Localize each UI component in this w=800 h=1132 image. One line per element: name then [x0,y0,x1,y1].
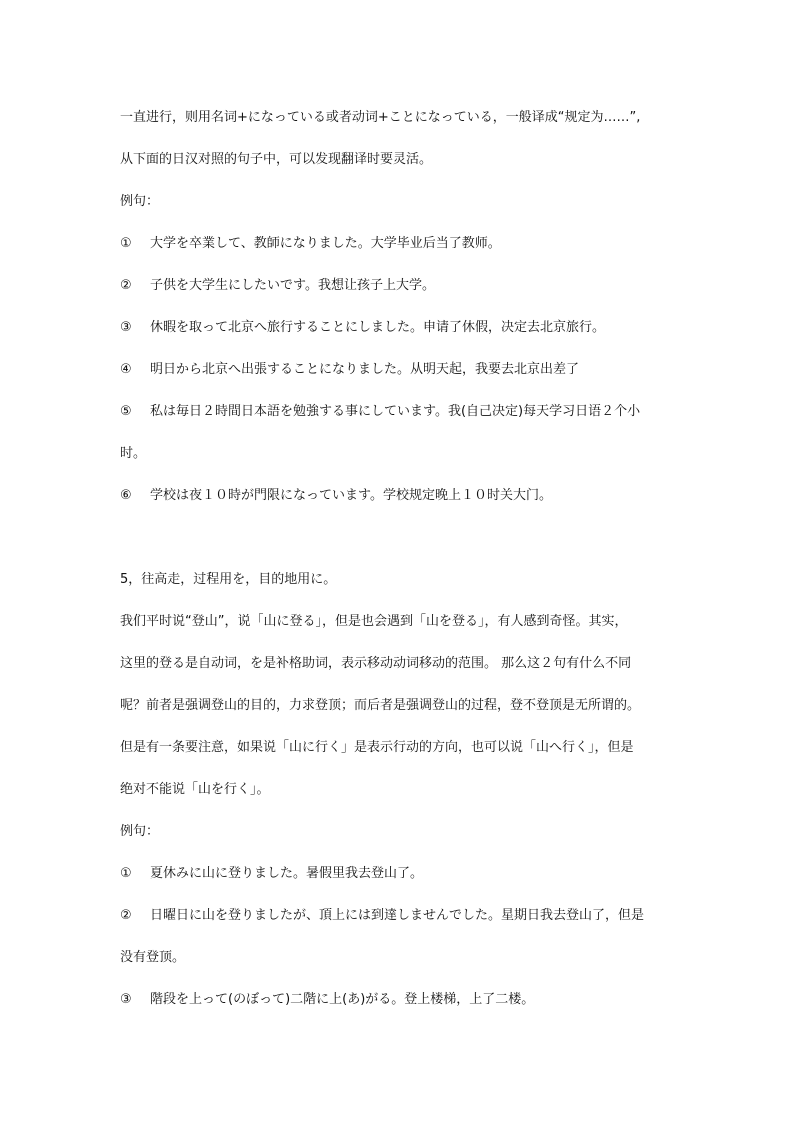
example-marker: ④ [120,362,132,377]
para-line-3: 呢？前者是强调登山的目的，力求登顶；而后者是强调登山的过程，登不登顶是无所谓的。 [120,698,641,713]
example-marker: ① [120,866,132,881]
example-marker: ⑤ [120,404,132,419]
para-line-1: 我们平时说“登山”，说「山に登る」，但是也会遇到「山を登る」，有人感到奇怪。其实， [120,614,628,629]
example-text: 夏休みに山に登りました。暑假里我去登山了。 [150,866,424,881]
example-1-3 [120,318,605,338]
example-text: 私は毎日２時間日本語を勉強する事にしています。我(自己决定)每天学习日语２个小 [150,404,641,419]
examples-label-2: 例句： [120,824,160,839]
example-text: 階段を上って(のぼって)二階に上(あ)がる。登上楼梯，上了二楼。 [150,992,535,1007]
example-1-2 [120,276,435,296]
example-marker: ① [120,236,132,251]
example-marker: ② [120,278,132,293]
example-2-2-continuation: 没有登顶。 [120,950,186,965]
example-1-5 [120,402,640,422]
example-1-6 [120,486,552,506]
example-text: 明日から北京へ出張することになりました。从明天起，我要去北京出差了 [150,362,580,377]
example-text: 日曜日に山を登りましたが、頂上には到達しませんでした。星期日我去登山了，但是 [150,908,645,923]
example-2-1 [120,864,423,884]
example-1-4 [120,360,579,380]
intro-line-2: 从下面的日汉对照的句子中，可以发现翻译时要灵活。 [120,152,433,167]
example-text: 学校は夜１０時が門限になっています。学校规定晚上１０时关大门。 [150,488,552,503]
example-text: 大学を卒業して、教師になりました。大学毕业后当了教师。 [150,236,501,251]
para-line-5: 绝对不能说「山を行く」。 [120,782,270,797]
example-2-2 [120,906,644,926]
example-marker: ⑥ [120,488,132,503]
example-text: 子供を大学生にしたいです。我想让孩子上大学。 [150,278,435,293]
para-line-4: 但是有一条要注意，如果说「山に行く」是表示行动的方向，也可以说「山へ行く」，但是 [120,740,634,755]
example-1-5-continuation: 时。 [120,446,147,461]
example-marker: ③ [120,992,132,1007]
para-line-2: 这里的登る是自动词，を是补格助词，表示移动动词移动的范围。 那么这２句有什么不同 [120,656,632,671]
example-1-1 [120,234,501,254]
example-marker: ③ [120,320,132,335]
section-heading: 5，往高走，过程用を，目的地用に。 [120,572,337,587]
example-2-3 [120,990,534,1010]
intro-line-1: 一直进行，则用名词+になっている或者动词+ことになっている，一般译成“规定为……”, [120,110,641,125]
examples-label-1: 例句： [120,194,160,209]
example-text: 休暇を取って北京へ旅行することにしました。申请了休假，决定去北京旅行。 [150,320,606,335]
example-marker: ② [120,908,132,923]
